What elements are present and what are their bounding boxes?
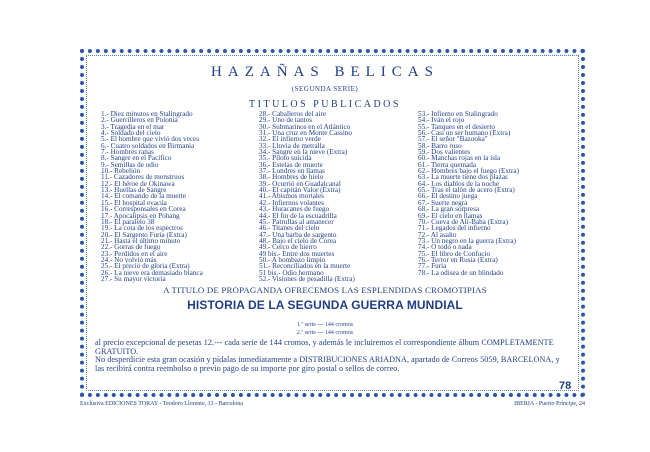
title-list-item: 6.- Cuatro soldados en Birmania	[101, 141, 195, 150]
series-subtitle: (SEGUNDA SERIE)	[291, 85, 359, 93]
title-list-item: 15.- El hospital evacúa	[101, 198, 167, 207]
title-list-item: 3.- Tragedia en el mar	[101, 122, 165, 131]
title-list-item: 49 bis.- Entre dos muertes	[259, 249, 335, 258]
titles-column-1	[101, 111, 203, 282]
title-list-item: 63.- La muerte tiene dos plazas	[418, 173, 508, 182]
title-list-item: 13.- Huellas de Sangre	[101, 186, 167, 195]
title-list-item: 70.- Cueva de Alí-Baba (Extra)	[418, 217, 509, 226]
title-list-item: 43.- Huracanes de fuego	[259, 205, 330, 214]
title-list-item: 38.- Hombres de hielo	[259, 173, 324, 182]
title-list-item: 26.- La nieve era demasiado blanca	[101, 268, 203, 277]
title-list-item: 76.- Terror en Rusia (Extra)	[418, 255, 498, 264]
title-list-item: 22.- Gorras de fuego	[101, 243, 161, 252]
title-list-item: 36.- Estelas de muerte	[259, 160, 323, 169]
title-list-item: 27.- Su mayor victoria	[101, 274, 166, 283]
title-list-item: 40.- El capitán Valor (Extra)	[259, 186, 341, 195]
title-list-item: 51.- Reconcíliados en la muerte	[259, 262, 351, 271]
titles-column-2	[259, 111, 355, 282]
title-list-item: 64.- Los diablos de la noche	[418, 179, 500, 188]
title-list-item: 12.- El héroe de Okinawa	[101, 179, 175, 188]
title-list-item: 16.- Corresponsales en Corea	[101, 205, 186, 214]
title-list-item: 23.- Perdidos en el aire	[101, 249, 168, 258]
titles-column-3	[418, 111, 519, 276]
title-list-item: 54.- Iván el rojo	[418, 116, 465, 125]
title-list-item: 32.- El infierno verde	[259, 135, 321, 144]
title-list-item: 7.- Hombres ranas	[101, 148, 154, 157]
serie-1-line: 1.ª serie — 144 cromos	[296, 322, 354, 328]
title-list-item: 57.- El señor "Bazooka"	[418, 135, 488, 144]
title-list-item: 74.- O todo o nada	[418, 243, 472, 252]
page-title: HAZAÑAS BELICAS	[211, 64, 439, 80]
title-list-item: 68.- La gran sorpresa	[418, 205, 480, 214]
title-list-item: 2.- Guerrilleros en Polonia	[101, 116, 178, 125]
title-list-item: 49.- Cerco de hierro	[259, 243, 317, 252]
title-list-item: 65.- Tras el talón de acero (Extra)	[418, 186, 515, 195]
title-list-item: 62.- Hombres bajo el fuego (Extra)	[418, 167, 519, 176]
title-list-item: 77.- Furia	[418, 262, 447, 271]
title-list-item: 33.- Lluvia de metralla	[259, 141, 325, 150]
title-list-item: 29.- Uno de tantos	[259, 116, 313, 125]
title-list-item: 46.- Titanes del cielo	[259, 224, 320, 233]
title-list-item: 14.- El comando de la muerte	[101, 192, 187, 201]
title-list-item: 8.- Sangre en el Pacífico	[101, 154, 172, 163]
title-list-item: 72.- Al asalto	[418, 230, 457, 239]
title-list-item: 4.- Soldado del cielo	[101, 129, 161, 138]
footer-publisher: Exclusiva EDICIONES TORAY - Teodoro Llorente, 13 - Barcelona	[80, 401, 243, 407]
title-list-item: 9.- Semillas de odio	[101, 160, 159, 169]
title-list-item: 35.- Piloto suicida	[259, 154, 312, 163]
title-list-item: 25.- El precio de gloria (Extra)	[101, 262, 190, 271]
promo-price-paragraph: al precio excepcional de pesetas 12.--- cada serie de 144 cromos, y además le incluiremos el correspondiente álbum COMPLETAMENTE GRATUITO.	[95, 338, 554, 356]
title-list-item: 60.- Manchas rojas en la isla	[418, 154, 501, 163]
title-list-item: 69.- El cielo en llamas	[418, 211, 483, 220]
title-list-item: 5.- El hombre que vivió dos veces	[101, 135, 200, 144]
title-list-item: 39.- Ocurrió en Guadalcanal	[259, 179, 341, 188]
title-list-item: 71.- Legados del infierno	[418, 224, 491, 233]
page-number: 78	[559, 380, 572, 392]
title-list-item: 34.- Sangre en la nieve (Extra)	[259, 148, 348, 157]
title-list-item: 37.- Londres en llamas	[259, 167, 325, 176]
title-list-item: 59.- Dos valientes	[418, 148, 471, 157]
title-list-item: 50.- A bombazo limpio	[259, 255, 326, 264]
title-list-item: 78.- La odisea de un blindado	[418, 268, 504, 277]
title-list-item: 18.- El paralelo 38	[101, 217, 155, 226]
promo-order-paragraph: No desperdicie esta gran ocasión y pídalas inmediatamente a DISTRIBUCIONES ARIADNA, apartado de Correos 5059, BARCELONA, y las recibirá contra reembolso o previo pago de su importe por giro postal o sellos de correo.	[95, 355, 560, 373]
promo-intro: A TITULO DE PROPAGANDA OFRECEMOS LAS ESPLENDIDAS CROMOTIPIAS	[163, 285, 487, 295]
title-list-item: 56.- Casi un ser humano (Extra)	[418, 129, 511, 138]
title-list-item: 24.- No volvió más	[101, 255, 157, 264]
title-list-item: 20.- El Sargento Furia (Extra)	[101, 230, 187, 239]
title-list-item: 58.- Barro ruso	[418, 141, 462, 150]
title-list-item: 66.- El destino juega	[418, 192, 478, 201]
footer-printer: IBERIA - Puerto Príncipe, 24	[514, 401, 585, 407]
promo-headline: HISTORIA DE LA SEGUNDA GUERRA MUNDIAL	[187, 298, 463, 312]
title-list-item: 30.- Submarinos en el Atlántico	[259, 122, 351, 131]
title-list-item: 17.- Apocalipsis en Pohang	[101, 211, 180, 220]
title-list-item: 75.- El libro de Confucio	[418, 249, 491, 258]
title-list-item: 67.- Suerte negra	[418, 198, 468, 207]
title-list-item: 41.- Abismos mortales	[259, 192, 324, 201]
title-list-item: 21.- Hasta el último minuto	[101, 236, 181, 245]
title-list-item: 47.- Una barba de sargento	[259, 230, 337, 239]
title-list-item: 55.- Tanques en el desierto	[418, 122, 496, 131]
title-list-item: 11.- Cazadores de monstruos	[101, 173, 185, 182]
title-list-item: 42.- Infiernos volantes	[259, 198, 324, 207]
title-list-item: 44.- El fin de la escuadrilla	[259, 211, 337, 220]
title-list-item: 10.- Rebelión	[101, 167, 141, 176]
title-list-item: 73.- Un negro en la guerra (Extra)	[418, 236, 516, 245]
title-list-item: 51 bis.- Odio hermano	[259, 268, 324, 277]
title-list-item: 1.- Diez minutos en Stalingrado	[101, 110, 193, 118]
title-list-item: 45.- Patrullas al amanecer	[259, 217, 334, 226]
title-list-item: 31.- Una cruz en Monte Cassino	[259, 129, 353, 138]
title-list-item: 19.- La cota de los espectros	[101, 224, 183, 233]
title-list-item: 53.- Infierno en Stalingrado	[418, 110, 498, 118]
title-list-item: 61.- Tierra quemada	[418, 160, 477, 169]
title-list-item: 48.- Bajo el cielo de Corea	[259, 236, 337, 245]
serie-2-line: 2.ª serie — 144 cromos	[296, 330, 354, 336]
title-list-item: 28.- Caballeros del aire	[259, 110, 327, 118]
title-list-item: 52.- Visiones de pesadilla (Extra)	[259, 274, 355, 283]
titles-heading: TITULOS PUBLICADOS	[249, 99, 401, 110]
